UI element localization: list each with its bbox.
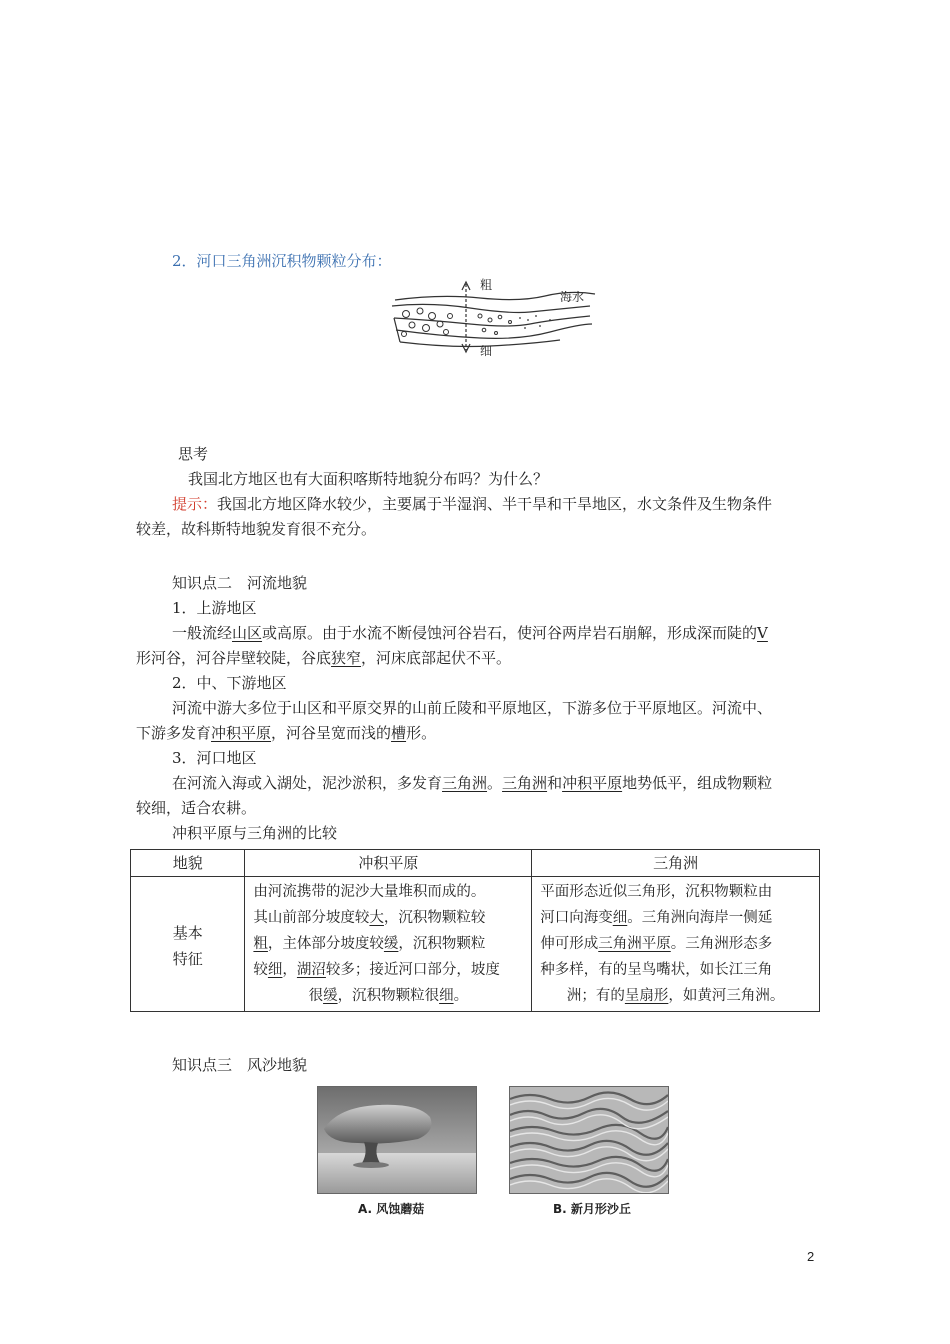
caption-photo-b: B. 新月形沙丘 [553, 1202, 631, 1216]
kp2-s2-line-2: 下游多发育冲积平原，河谷呈宽而浅的槽形。 [136, 724, 437, 742]
label-fine: 细 [480, 344, 493, 358]
kp2-s3-line-2: 较细，适合农耕。 [136, 799, 257, 817]
kp2-s2-line-1: 河流中游大多位于山区和平原交界的山前丘陵和平原地区，下游多位于平原地区。河流中、 [172, 699, 773, 717]
kp2-s3-title: 3．河口地区 [172, 749, 257, 767]
think-hint-line-2: 较差，故科斯特地貌发育很不充分。 [136, 520, 377, 538]
table-header-row [131, 850, 820, 877]
kp2-s1-title: 1．上游地区 [172, 599, 257, 617]
section-heading-delta-sediment: 2．河口三角洲沉积物颗粒分布： [172, 252, 392, 270]
row-label-basic-features: 基本 特征 [131, 877, 245, 1012]
label-coarse: 粗 [480, 278, 493, 292]
kp2-s1-line-1: 一般流经山区或高原。由于水流不断侵蚀河谷岩石，使河谷两岸岩石崩解，形成深而陡的V [172, 624, 768, 642]
header-delta: 三角洲 [532, 850, 820, 877]
kp2-title: 知识点二 河流地貌 [172, 574, 308, 592]
mushroom-rock-image [318, 1087, 476, 1193]
kp2-s1-line-2: 形河谷，河谷岸壁较陡，谷底狭窄，河床底部起伏不平。 [136, 649, 512, 667]
cell-delta-features: 平面形态近似三角形，沉积物颗粒由 河口向海变细。三角洲向海岸一侧延 伸可形成三角洲平原。三角洲形态多 种多样，有的呈鸟嘴状，如长江三角 洲；有的呈扇形，如黄河三角洲。 [532, 877, 820, 1012]
photo-crescent-dunes [509, 1086, 669, 1194]
compare-title: 冲积平原与三角洲的比较 [172, 824, 338, 842]
header-landform: 地貌 [131, 850, 245, 877]
kp2-s3-line-1: 在河流入海或入湖处，泥沙淤积，多发育三角洲。三角洲和冲积平原地势低平，组成物颗粒 [172, 774, 773, 792]
think-title: 思考 [178, 445, 209, 463]
cell-alluvial-features: 由河流携带的泥沙大量堆积而成的。 其山前部分坡度较大，沉积物颗粒较 粗，主体部分坡度较缓，沉积物颗粒 较细，湖沼较多；接近河口部分，坡度 很缓，沉积物颗粒很细。 [245, 877, 532, 1012]
think-hint-line-1: 提示：我国北方地区降水较少，主要属于半湿润、半干旱和干旱地区，水文条件及生物条件 [172, 495, 773, 513]
page-number: 2 [807, 1249, 815, 1264]
label-sea-water: 海水 [560, 290, 585, 304]
delta-sediment-diagram [380, 278, 600, 358]
caption-photo-a: A. 风蚀蘑菇 [358, 1202, 425, 1216]
hint-label: 提示： [172, 495, 218, 513]
header-alluvial-plain: 冲积平原 [245, 850, 532, 877]
photo-mushroom-rock [317, 1086, 477, 1194]
kp2-s2-title: 2．中、下游地区 [172, 674, 287, 692]
comparison-table [130, 849, 820, 1012]
kp3-title: 知识点三 风沙地貌 [172, 1056, 308, 1074]
table-row [131, 877, 820, 1012]
think-question: 我国北方地区也有大面积喀斯特地貌分布吗？为什么？ [188, 470, 549, 488]
crescent-dunes-image [510, 1087, 668, 1193]
